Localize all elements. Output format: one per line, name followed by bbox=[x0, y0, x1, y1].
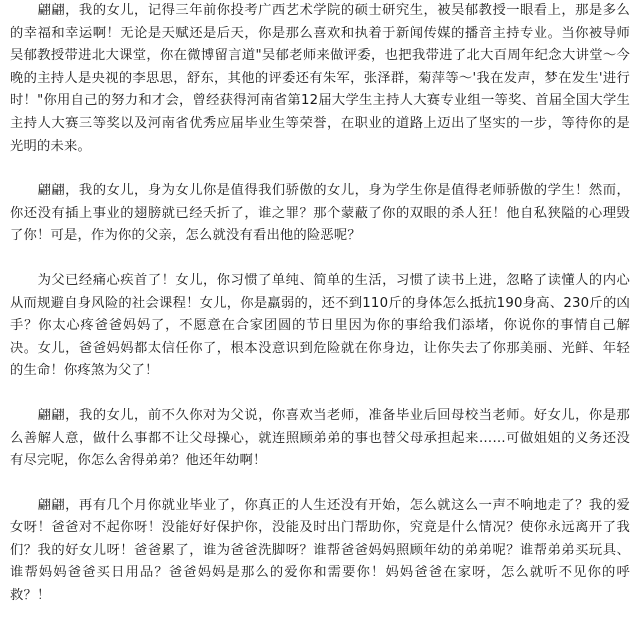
paragraph-5: 翩翩，再有几个月你就业毕业了，你真正的人生还没有开始，怎么就这么一声不响地走了？我的爱女呀！爸爸对不起你呀！没能好好保护你，没能及时出门帮助你，究竟是什么情况？使你永远离开了我们？我的好女儿呀！爸爸累了，谁为爸爸洗脚呀？谁帮爸爸妈妈照顾年幼的弟弟呢？谁帮弟弟买玩具、谁帮妈妈爸爸买日用品？爸爸妈妈是那么的爱你和需要你！妈妈爸爸在家呀，怎么就听不见你的呼救？！ bbox=[10, 497, 630, 604]
paragraph-3: 为父已经痛心疾首了！女儿，你习惯了单纯、简单的生活，习惯了读书上进，忽略了读懂人的内心从而规避自身风险的社会课程！女儿，你是羸弱的，还不到110斤的身体怎么抵抗190身高、230斤的凶手？你太心疼爸爸妈妈了，不愿意在合家团圆的节日里因为你的事给我们添堵，你说你的事情自己解决。女儿，爸爸妈妈都太信任你了，根本没意识到危险就在你身边，让你失去了你那美丽、光鲜、年轻的生命！你疼煞为父了！ bbox=[10, 272, 630, 379]
paragraph-4: 翩翩，我的女儿，前不久你对为父说，你喜欢当老师，准备毕业后回母校当老师。好女儿，你是那么善解人意，做什么事都不让父母操心，就连照顾弟弟的事也替父母承担起来……可做姐姐的义务还没有尽完呢，你怎么舍得弟弟？他还年幼啊！ bbox=[10, 407, 630, 469]
paragraph-2: 翩翩，我的女儿，身为女儿你是值得我们骄傲的女儿，身为学生你是值得老师骄傲的学生！然而，你还没有插上事业的翅膀就已经夭折了，谁之罪？那个蒙蔽了你的双眼的杀人狂！他自私狭隘的心理毁了你！可是，作为你的父亲，怎么就没有看出他的险恶呢？ bbox=[10, 183, 630, 244]
paragraph-1: 翩翩，我的女儿，记得三年前你投考广西艺术学院的硕士研究生，被吴郁教授一眼看上，那是多么的幸福和幸运啊！无论是天赋还是后天，你是那么喜欢和执着于新闻传媒的播音主持专业。当你被导师吴郁教授带进北大课堂，你在微博留言道"吴郁老师来做评委，也把我带进了北大百周年纪念大讲堂～今晚的主持人是央视的李思思，舒东，其他的评委还有朱军，张泽群，菊萍等～'我在发声，梦在发生'进行时！"你用自己的努力和才会，曾经获得河南省第12届大学生主持人大赛专业组一等奖、首届全国大学生主持人大赛三等奖以及河南省优秀应届毕业生等荣誉，在职业的道路上迈出了坚实的一步，等待你的是光明的未来。 bbox=[10, 3, 630, 154]
